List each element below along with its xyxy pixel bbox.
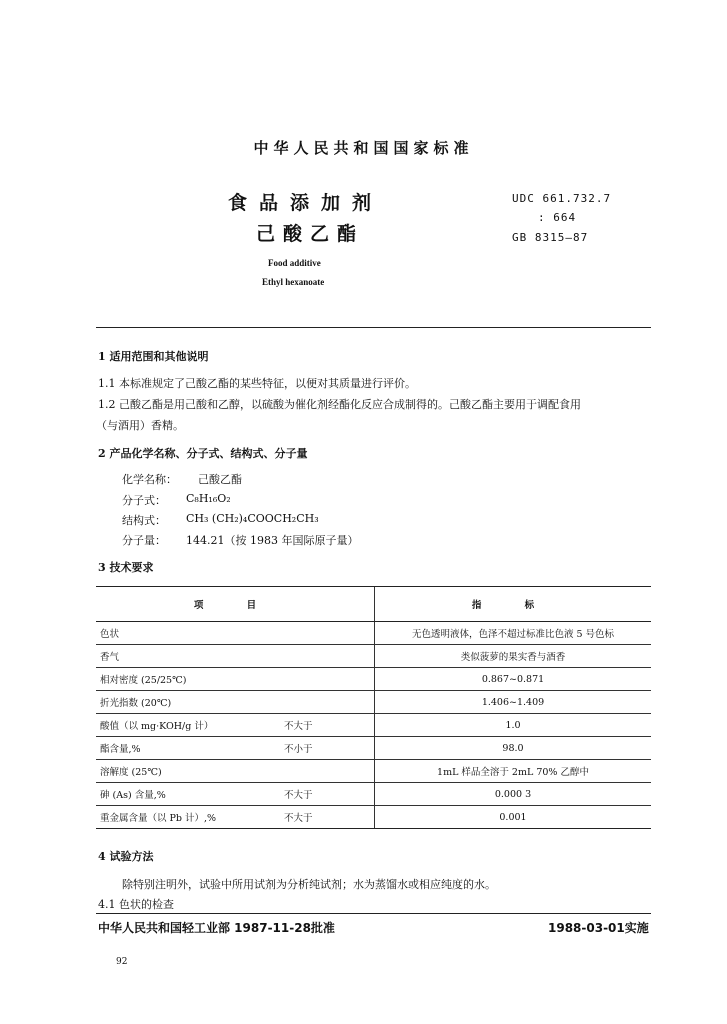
row-limit: 不大于 <box>280 806 375 829</box>
row-limit: 不大于 <box>280 783 375 806</box>
english-title-line2: Ethyl hexanoate <box>262 277 325 287</box>
formula-label: 分子式： <box>122 494 166 507</box>
row-item: 香气 <box>96 645 280 668</box>
udc-code: UDC 661.732.7 <box>512 192 612 205</box>
english-title-line1: Food additive <box>268 258 321 268</box>
section2-heading: 2 产品化学名称、分子式、结构式、分子量 <box>98 447 308 460</box>
table-row <box>96 806 651 829</box>
header-item: 项 目 <box>96 587 375 622</box>
row-limit: 不大于 <box>280 714 375 737</box>
main-title: 食品添加剂 <box>228 192 384 214</box>
row-value: 无色透明液体，色泽不超过标准比色液 5 号色标 <box>375 622 652 645</box>
chem-name-label: 化学名称： <box>122 473 177 486</box>
row-item: 重金属含量（以 Pb 计）,% <box>96 806 280 829</box>
row-value: 0.001 <box>375 806 652 829</box>
section4-p1: 除特别注明外，试验中所用试剂为分析纯试剂；水为蒸馏水或相应纯度的水。 <box>122 878 496 891</box>
section3-heading: 3 技术要求 <box>98 561 154 574</box>
structure-value: CH₃ (CH₂)₄COOCH₂CH₃ <box>186 512 319 525</box>
technical-requirements-table <box>96 586 651 829</box>
row-item: 溶解度 (25℃) <box>96 760 280 783</box>
table-row <box>96 760 651 783</box>
gb-code: GB 8315—87 <box>512 231 589 244</box>
mw-label: 分子量： <box>122 534 166 547</box>
table-row <box>96 622 651 645</box>
row-value: 1.406~1.409 <box>375 691 652 714</box>
row-value: 98.0 <box>375 737 652 760</box>
row-limit <box>280 760 375 783</box>
header-index: 指 标 <box>375 587 652 622</box>
table-row <box>96 668 651 691</box>
row-item: 砷 (As) 含量,% <box>96 783 280 806</box>
row-limit <box>280 645 375 668</box>
row-limit <box>280 668 375 691</box>
section1-p2a: 1.2 己酸乙酯是用己酸和乙醇，以硫酸为催化剂经酯化反应合成制得的。己酸乙酯主要用于调配食用 <box>98 398 581 411</box>
row-item: 酯含量,% <box>96 737 280 760</box>
structure-label: 结构式： <box>122 514 166 527</box>
udc-code-cont: : 664 <box>538 211 577 224</box>
row-limit: 不小于 <box>280 737 375 760</box>
row-value: 1.0 <box>375 714 652 737</box>
row-value: 0.000 3 <box>375 783 652 806</box>
footer-divider <box>96 913 651 914</box>
page-number: 92 <box>116 957 128 967</box>
table-row <box>96 737 651 760</box>
table-row <box>96 783 651 806</box>
sub-title: 己酸乙酯 <box>256 223 365 245</box>
formula-value: C₈H₁₆O₂ <box>186 492 231 505</box>
section1-heading: 1 适用范围和其他说明 <box>98 350 209 363</box>
row-limit <box>280 622 375 645</box>
row-value: 0.867~0.871 <box>375 668 652 691</box>
header-divider <box>96 327 651 328</box>
section1-p1: 1.1 本标准规定了己酸乙酯的某些特征，以便对其质量进行评价。 <box>98 377 416 390</box>
section1-p2b: （与酒用）香精。 <box>96 419 184 432</box>
standard-title: 中华人民共和国国家标准 <box>253 139 474 157</box>
approval-line: 中华人民共和国轻工业部 1987-11-28批准 <box>98 921 335 935</box>
table-header-row <box>96 587 651 622</box>
table-row <box>96 691 651 714</box>
row-limit <box>280 691 375 714</box>
chem-name-value: 己酸乙酯 <box>198 473 242 486</box>
row-item: 折光指数 (20℃) <box>96 691 280 714</box>
row-item: 酸值（以 mg·KOH/g 计） <box>96 714 280 737</box>
row-item: 相对密度 (25/25℃) <box>96 668 280 691</box>
table-row <box>96 645 651 668</box>
row-value: 1mL 样品全溶于 2mL 70% 乙醇中 <box>375 760 652 783</box>
table-row <box>96 714 651 737</box>
section4-heading: 4 试验方法 <box>98 850 154 863</box>
section4-p2: 4.1 色状的检查 <box>98 898 174 911</box>
row-value: 类似菠萝的果实香与酒香 <box>375 645 652 668</box>
effective-date: 1988-03-01实施 <box>548 921 649 935</box>
mw-value: 144.21（按 1983 年国际原子量） <box>186 534 359 547</box>
row-item: 色状 <box>96 622 280 645</box>
